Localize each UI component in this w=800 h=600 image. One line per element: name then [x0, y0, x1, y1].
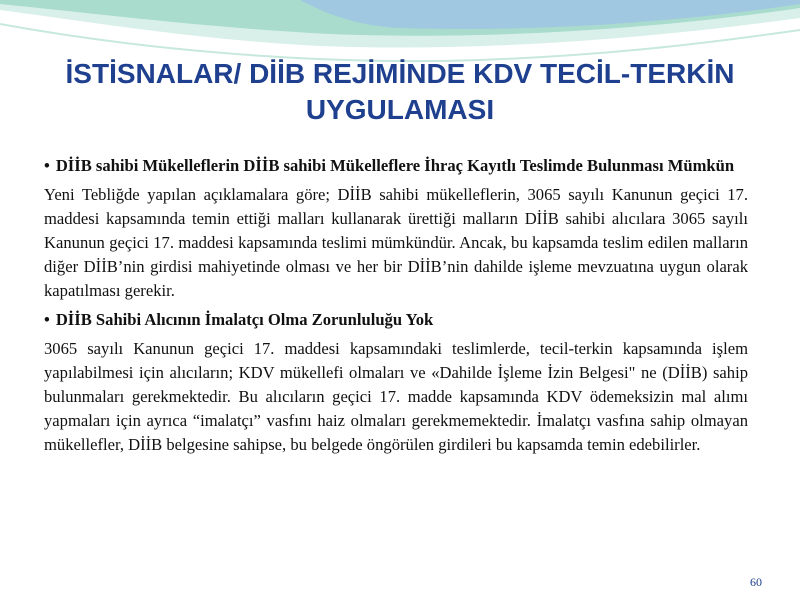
page-title: İSTİSNALAR/ DİİB REJİMİNDE KDV TECİL-TERKİN UYGULAMASI — [65, 58, 735, 125]
section-paragraph: 3065 sayılı Kanunun geçici 17. maddesi kapsamındaki teslimlerde, tecil-terkin kapsamında işlem yapılabilmesi için alıcıların; KDV mükellefi olmaları ve «Dahilde İşleme İzin Belgesi" ne (DİİB) sahip bulunmaları gerekmektedir. Bu alıcıların geçici 17. madde kapsamında KDV ödemeksizin mal alımı yapmaları için ayrıca “imalatçı” vasfını haiz olmaları gerekmemektedir. İmalatçı vasfına sahip olmayan mükellefler, DİİB belgesine sahipse, bu belgede öngörülen girdileri bu kapsamda temin edebilirler. — [44, 339, 748, 454]
page-number: 60 — [750, 575, 762, 589]
section-paragraph: Yeni Tebliğde yapılan açıklamalara göre; DİİB sahibi mükelleflerin, 3065 sayılı Kanunun geçici 17. maddesi kapsamında temin ettiği malları kullanarak ürettiği malların DİİB sahibi alıcılara 3065 sayılı Kanunun geçici 17. maddesi kapsamında teslimi mümkündür. Ancak, bu kapsamda teslim edilen malların diğer DİİB’nin girdisi mahiyetinde olması ve her bir DİİB’nin dahilde işleme mevzuatına uygun olarak kapatılması gerekir. — [44, 185, 748, 300]
slide-body — [44, 154, 748, 457]
section-heading — [44, 154, 748, 178]
bullet-icon: • — [44, 156, 50, 175]
section-heading-text: DİİB sahibi Mükelleflerin DİİB sahibi Mükelleflere İhraç Kayıtlı Teslimde Bulunması Mümkün — [55, 156, 735, 175]
bullet-icon: • — [44, 310, 50, 329]
section-heading-text: DİİB Sahibi Alıcının İmalatçı Olma Zorunluluğu Yok — [55, 310, 434, 329]
section-heading — [44, 308, 748, 332]
